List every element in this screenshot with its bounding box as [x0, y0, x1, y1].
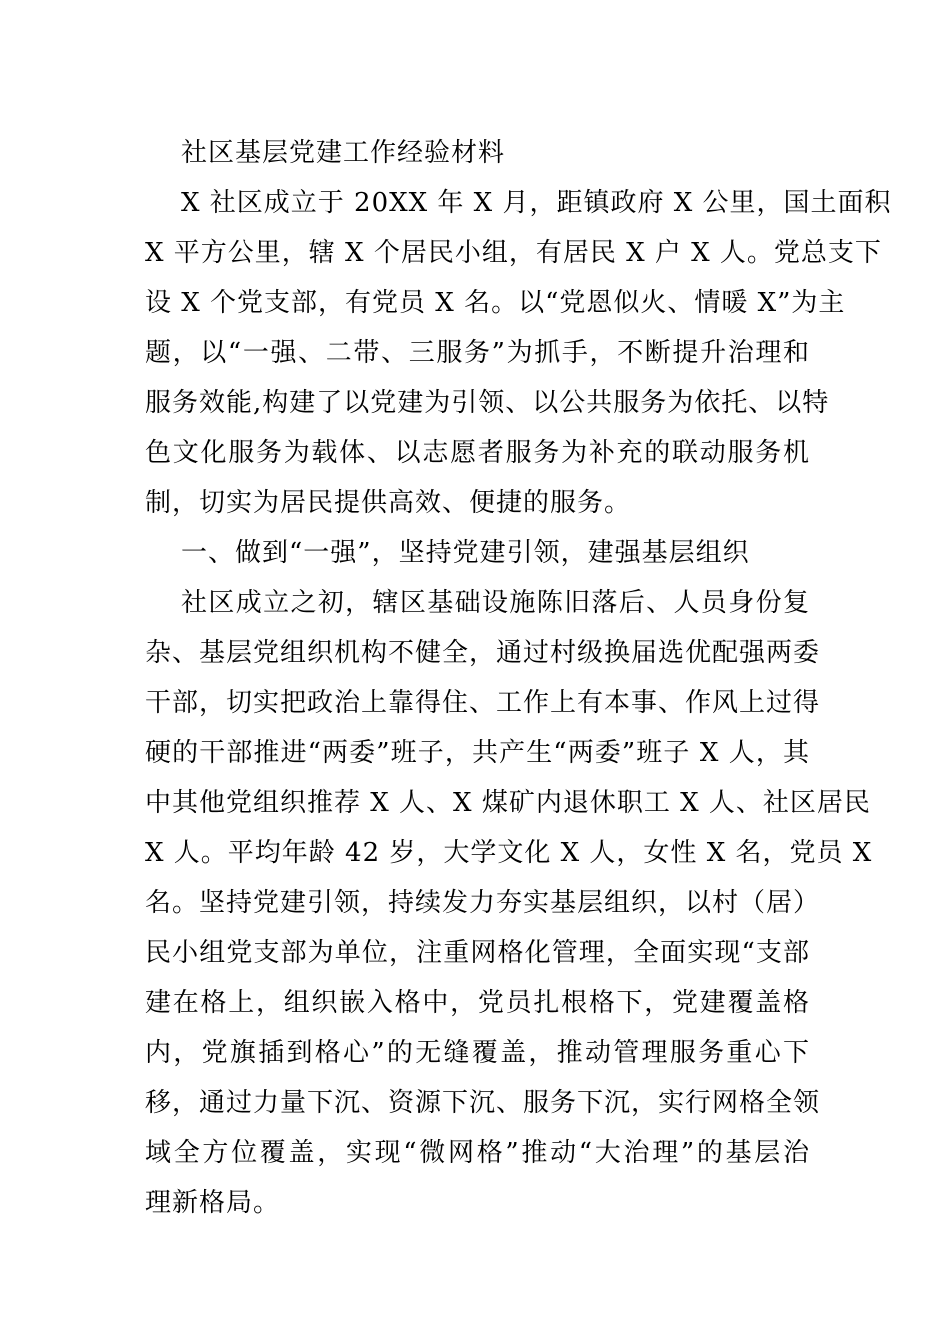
paragraph-line: 干部，切实把政治上靠得住、工作上有本事、作风上过得	[145, 688, 821, 718]
body-paragraph	[145, 578, 873, 1228]
paragraph-line: 域全方位覆盖，实现“微网格”推动“大治理”的基层治	[145, 1138, 810, 1168]
paragraph-line: X 人。平均年龄 42 岁，大学文化 X 人，女性 X 名，党员 X	[145, 838, 873, 868]
paragraph-line: 移，通过力量下沉、资源下沉、服务下沉，实行网格全领	[145, 1088, 821, 1118]
section-heading: 一、做到“一强”，坚持党建引领，建强基层组织	[181, 538, 750, 568]
paragraph-line: 服务效能,构建了以党建为引领、以公共服务为依托、以特	[145, 388, 830, 418]
paragraph-line: X 社区成立于 20XX 年 X 月，距镇政府 X 公里，国土面积	[181, 188, 892, 218]
intro-paragraph	[145, 178, 892, 528]
paragraph-line: 色文化服务为载体、以志愿者服务为补充的联动服务机	[145, 438, 810, 468]
paragraph-line: 民小组党支部为单位，注重网格化管理，全面实现“支部	[145, 938, 810, 968]
paragraph-line: 社区成立之初，辖区基础设施陈旧落后、人员身份复	[181, 588, 810, 618]
paragraph-line: 杂、基层党组织机构不健全，通过村级换届选优配强两委	[145, 638, 821, 668]
paragraph-line: 内，党旗插到格心”的无缝覆盖，推动管理服务重心下	[145, 1038, 810, 1068]
paragraph-line: 硬的干部推进“两委”班子，共产生“两委”班子 X 人，其	[145, 738, 810, 768]
document-title: 社区基层党建工作经验材料	[181, 138, 506, 168]
paragraph-line: 制，切实为居民提供高效、便捷的服务。	[145, 488, 632, 518]
paragraph-line: 中其他党组织推荐 X 人、X 煤矿内退休职工 X 人、社区居民	[145, 788, 871, 818]
paragraph-line: 建在格上，组织嵌入格中，党员扎根格下，党建覆盖格	[145, 988, 810, 1018]
document-body	[145, 128, 892, 1228]
paragraph-line: 名。坚持党建引领，持续发力夯实基层组织，以村（居）	[145, 888, 821, 918]
paragraph-line: 理新格局。	[145, 1188, 281, 1218]
section-heading-paragraph	[145, 528, 810, 578]
paragraph-line: 设 X 个党支部，有党员 X 名。以“党恩似火、情暖 X”为主	[145, 288, 846, 318]
paragraph-line: X 平方公里，辖 X 个居民小组，有居民 X 户 X 人。党总支下	[145, 238, 882, 268]
paragraph-line: 题，以“一强、二带、三服务”为抓手，不断提升治理和	[145, 338, 810, 368]
